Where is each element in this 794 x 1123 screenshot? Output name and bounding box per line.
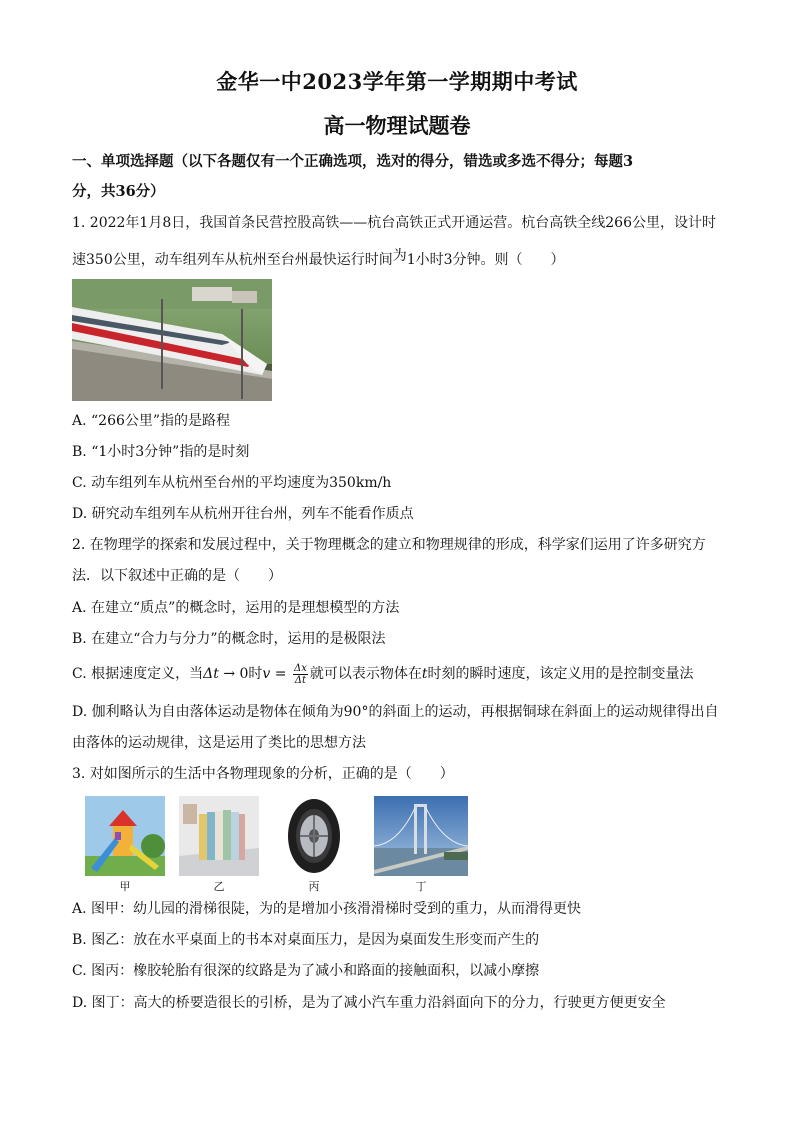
q3-option-c: C. 图丙：橡胶轮胎有很深的纹路是为了减小和路面的接触面积，以减小摩擦 xyxy=(72,963,540,979)
q2-fraction-numerator: Δx xyxy=(293,662,307,674)
q2-delta-t: Δt xyxy=(203,666,219,682)
train-photo xyxy=(72,279,272,401)
q2-option-c-text-b: 就可以表示物体在 xyxy=(309,666,422,682)
q2-equals: = xyxy=(270,666,291,682)
q2-option-d-line1: D. 伽利略认为自由落体运动是物体在倾角为90°的斜面上的运动，再根据铜球在斜面上的运动规律得出自 xyxy=(72,704,719,720)
caption-bing: 丙 xyxy=(308,880,320,893)
section1-heading-line2: 分，共36分） xyxy=(72,183,165,200)
slide-photo xyxy=(85,796,165,876)
section1-heading-line1: 一、单项选择题（以下各题仅有一个正确选项，选对的得分，错选或多选不得分；每题3 xyxy=(72,153,634,170)
tire-photo xyxy=(284,796,344,876)
q2-stem-line2: 法．以下叙述中正确的是（ ） xyxy=(72,568,282,584)
q1-option-a: A. “266公里”指的是路程 xyxy=(72,413,231,429)
q2-option-c-text-c: 时刻的瞬时速度，该定义用的是控制变量法 xyxy=(427,666,694,682)
q2-fraction-denominator: Δt xyxy=(294,674,307,686)
q1-option-b: B. “1小时3分钟”指的是时刻 xyxy=(72,444,250,460)
q2-option-b: B. 在建立“合力与分力”的概念时，运用的是极限法 xyxy=(72,631,386,647)
q2-option-d-line2: 由落体的运动规律，这是运用了类比的思想方法 xyxy=(72,735,366,751)
q1-stem-text-b: 为 xyxy=(392,248,407,264)
caption-yi: 乙 xyxy=(213,880,225,893)
bridge-photo xyxy=(374,796,468,876)
q2-stem-line1: 2. 在物理学的探索和发展过程中，关于物理概念的建立和物理规律的形成，科学家们运用了许多研究方 xyxy=(72,537,706,553)
exam-title: 金华一中2023学年第一学期期中考试 xyxy=(216,69,578,94)
q3-option-a: A. 图甲：幼儿园的滑梯很陡，为的是增加小孩滑滑梯时受到的重力，从而滑得更快 xyxy=(72,901,582,917)
q2-arrow-zero: → 0时 xyxy=(218,666,263,682)
q3-option-d: D. 图丁：高大的桥要造很长的引桥，是为了减小汽车重力沿斜面向下的分力，行驶更方便更安全 xyxy=(72,995,666,1011)
q1-stem-text-c: 1小时3分钟。则（ ） xyxy=(406,252,565,268)
q2-option-c-text-a: C. 根据速度定义，当 xyxy=(72,666,204,682)
q1-stem-text-a: 速350公里，动车组列车从杭州至台州最快运行时间 xyxy=(72,252,393,268)
q1-stem-line2 xyxy=(72,250,732,270)
q1-stem-line1: 1. 2022年1月8日，我国首条民营控股高铁——杭台高铁正式开通运营。杭台高铁全线266公里，设计时 xyxy=(72,215,716,231)
caption-ding: 丁 xyxy=(415,880,427,893)
caption-jia: 甲 xyxy=(119,880,131,893)
q2-option-c xyxy=(72,662,732,686)
books-photo xyxy=(179,796,259,876)
q2-velocity-fraction xyxy=(293,663,308,686)
q2-t-symbol: t xyxy=(421,666,428,682)
q3-stem-line1: 3. 对如图所示的生活中各物理现象的分析，正确的是（ ） xyxy=(72,766,454,782)
q1-option-c: C. 动车组列车从杭州至台州的平均速度为350km/h xyxy=(72,475,392,491)
exam-subtitle: 高一物理试题卷 xyxy=(323,113,471,138)
q2-option-a: A. 在建立“质点”的概念时，运用的是理想模型的方法 xyxy=(72,600,400,616)
q3-option-b: B. 图乙：放在水平桌面上的书本对桌面压力，是因为桌面发生形变而产生的 xyxy=(72,932,540,948)
q1-option-d: D. 研究动车组列车从杭州开往台州，列车不能看作质点 xyxy=(72,506,414,522)
q2-v-symbol: v xyxy=(262,666,271,682)
